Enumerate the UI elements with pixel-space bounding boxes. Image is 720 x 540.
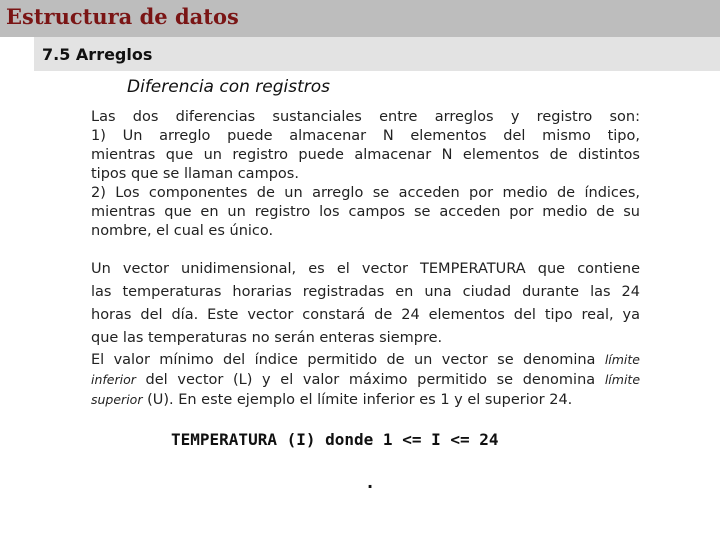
paragraph-line [91, 350, 640, 370]
paragraph-line: mientras que un registro puede almacenar N elementos de distintos [91, 147, 640, 163]
italic-term: inferior [91, 372, 136, 387]
italic-term: límite [604, 352, 640, 367]
topic-heading: Diferencia con registros [127, 77, 331, 97]
paragraph-line: Las dos diferencias sustanciales entre arreglos y registro son: [91, 109, 640, 125]
differences-paragraph [91, 108, 640, 241]
slide-title: Estructura de datos [6, 4, 239, 29]
italic-term: límite [604, 372, 641, 387]
paragraph-line: mientras que en un registro los campos se acceden por medio de su [91, 204, 640, 220]
paragraph-line: que las temperaturas no serán enteras siempre. [91, 330, 443, 346]
title-bar [0, 0, 720, 37]
paragraph-line [91, 370, 640, 390]
limits-paragraph [91, 350, 640, 410]
formula-text: TEMPERATURA (I) donde 1 <= I <= 24 [171, 430, 499, 449]
paragraph-line: las temperaturas horarias registradas en una ciudad durante las 24 [91, 284, 640, 300]
paragraph-line: tipos que se llaman campos. [91, 166, 299, 182]
section-number-title: 7.5 Arreglos [42, 45, 153, 64]
paragraph-line: nombre, el cual es único. [91, 223, 274, 239]
paragraph-line: 2) Los componentes de un arreglo se acceden por medio de índices, [91, 185, 640, 201]
italic-term: superior [91, 392, 143, 407]
line-text: El valor mínimo del índice permitido de un vector se denomina [91, 352, 596, 368]
paragraph-line: horas del día. Este vector constará de 24 elementos del tipo real, ya [91, 307, 640, 323]
vector-example-paragraph [91, 258, 640, 350]
subtitle-bar [34, 37, 720, 71]
paragraph-line: Un vector unidimensional, es el vector TEMPERATURA que contiene [91, 261, 640, 277]
trailing-mark: . [367, 473, 374, 492]
line-text: del vector (L) y el valor máximo permitido se denomina [135, 372, 596, 388]
paragraph-line [91, 390, 640, 410]
line-text: (U). En este ejemplo el límite inferior es 1 y el superior 24. [142, 392, 573, 408]
paragraph-line: 1) Un arreglo puede almacenar N elementos del mismo tipo, [91, 128, 640, 144]
